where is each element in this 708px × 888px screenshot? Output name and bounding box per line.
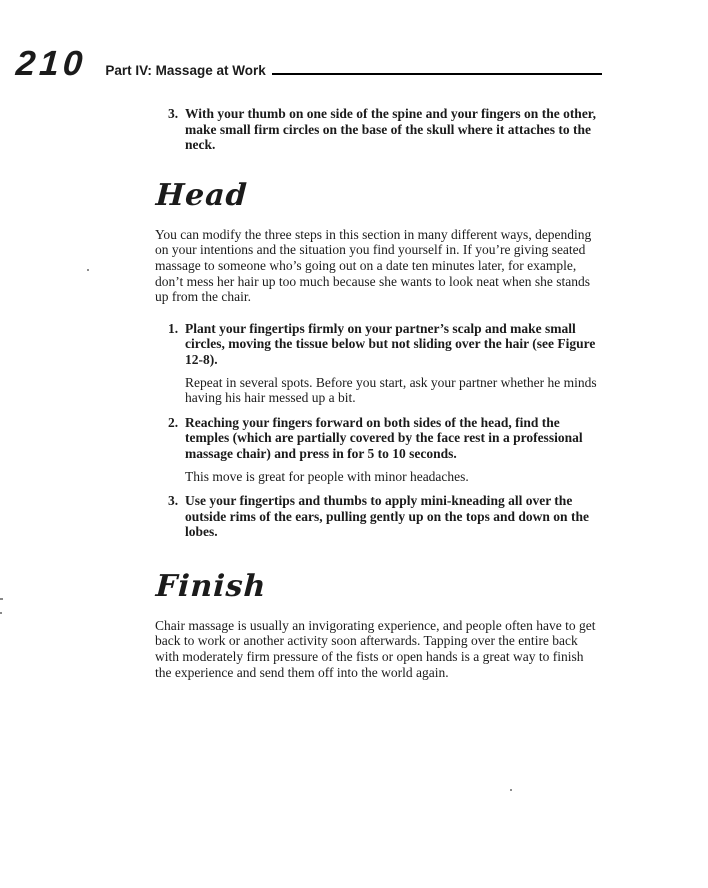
list-item-body: [185, 415, 602, 484]
list-item: [168, 321, 602, 406]
chapter-title: Part IV: Massage at Work: [105, 63, 266, 78]
header-rule: [272, 73, 602, 75]
list-text: Plant your fingertips firmly on your partner’s scalp and make small circles, moving the tissue below but not sliding over the hair (see Figure 12-8).: [185, 320, 596, 367]
scan-artifact-edge: [0, 598, 3, 600]
list-note: This move is great for people with minor headaches.: [185, 468, 469, 484]
list-item: [168, 493, 602, 540]
list-number: 2.: [168, 414, 179, 430]
list-note: Repeat in several spots. Before you start, ask your partner whether he minds having his hair messed up a bit.: [185, 374, 597, 406]
list-text: With your thumb on one side of the spine and your fingers on the other, make small firm circles on the base of the skull where it attaches to the neck.: [185, 106, 596, 153]
scan-artifact-edge: [0, 612, 2, 614]
page-header: [16, 46, 602, 81]
page-number: 210: [14, 44, 88, 83]
list-number: 1.: [168, 320, 179, 336]
finish-section-body: Chair massage is usually an invigorating experience, and people often have to get back to work or another activity soon afterwards. Tapping over the entire back with moderately firm pressure of the fists or open hands is a great way to finish the experience and send them off into the world again.: [155, 617, 596, 680]
list-item-body: [185, 321, 602, 406]
list-text: Use your fingertips and thumbs to apply mini-kneading all over the outside rims of the ears, pulling gently up on the tops and down on the lobes.: [185, 493, 589, 540]
list-number: 3.: [168, 493, 179, 509]
list-item-body: [185, 106, 602, 153]
scan-artifact-dot: [510, 789, 512, 791]
list-item-body: [185, 493, 602, 540]
section-heading-finish: Finish: [154, 568, 268, 604]
scan-artifact-dot: [87, 269, 89, 271]
list-item: [168, 106, 602, 153]
list-text: Reaching your fingers forward on both sides of the head, find the temples (which are partially covered by the face rest in a professional massage chair) and press in for 5 to 10 seconds.: [185, 414, 583, 461]
list-number: 3.: [168, 106, 179, 121]
page-content: [155, 106, 602, 695]
numbered-steps: [155, 321, 602, 540]
section-heading-head: Head: [154, 177, 249, 213]
head-section-intro: You can modify the three steps in this section in many different ways, depending on your intentions and the situation you find yourself in. If you’re giving seated massage to someone who’s going out on a date ten minutes later, for example, don’t mess her hair up too much because she wants to look neat when she stands up from the chair.: [155, 226, 592, 305]
list-item: [168, 415, 602, 484]
